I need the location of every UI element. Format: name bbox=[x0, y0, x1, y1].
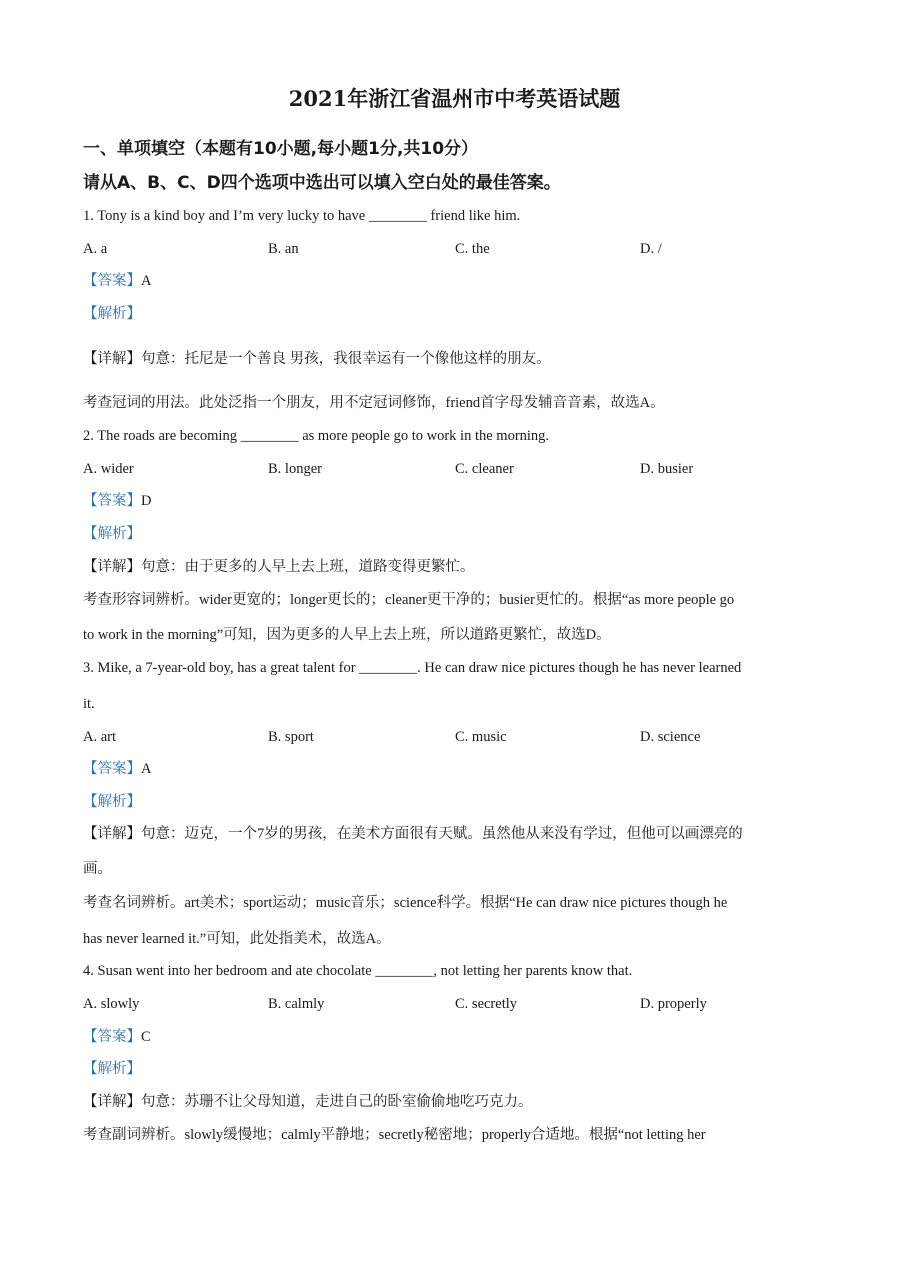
answer-label: 【答案】 bbox=[83, 761, 141, 777]
question-2-option-c: C. cleaner bbox=[455, 461, 514, 477]
question-3-answer bbox=[83, 758, 151, 780]
question-4-detail-2: 考查副词辨析。slowly缓慢地；calmly平静地；secretly秘密地；properly合适地。根据“not letting her bbox=[83, 1127, 706, 1143]
question-1-stem: 1. Tony is a kind boy and I’m very lucky to have ________ friend like him. bbox=[83, 208, 521, 224]
question-4-option-c: C. secretly bbox=[455, 996, 518, 1012]
question-4-answer bbox=[83, 1026, 151, 1048]
question-2-detail-2: 考查形容词辨析。wider更宽的；longer更长的；cleaner更干净的；busier更忙的。根据“as more people go bbox=[83, 592, 735, 608]
question-2-detail-3: to work in the morning”可知，因为更多的人早上去上班，所以道路更繁忙，故选D。 bbox=[83, 627, 611, 643]
document-title: 2021年浙江省温州市中考英语试题 bbox=[288, 86, 621, 111]
question-2-detail-1: 【详解】句意：由于更多的人早上去上班，道路变得更繁忙。 bbox=[83, 559, 475, 575]
question-3-detail-4: has never learned it.”可知，此处指美术，故选A。 bbox=[83, 931, 391, 947]
question-4-option-a: A. slowly bbox=[83, 996, 140, 1012]
question-1-analysis-label: 【解析】 bbox=[83, 306, 141, 322]
answer-label: 【答案】 bbox=[83, 1029, 141, 1045]
question-3-stem-2: it. bbox=[83, 696, 95, 712]
question-2-stem: 2. The roads are becoming ________ as more people go to work in the morning. bbox=[83, 428, 550, 444]
question-3-option-c: C. music bbox=[455, 729, 507, 745]
question-3-option-b: B. sport bbox=[268, 729, 314, 745]
answer-value: A bbox=[141, 273, 152, 289]
question-4-stem: 4. Susan went into her bedroom and ate chocolate ________, not letting her parents know that. bbox=[83, 963, 633, 979]
answer-value: C bbox=[141, 1029, 151, 1045]
question-4-detail-1: 【详解】句意：苏珊不让父母知道，走进自己的卧室偷偷地吃巧克力。 bbox=[83, 1094, 533, 1110]
question-2-option-d: D. busier bbox=[640, 461, 694, 477]
question-1-option-a: A. a bbox=[83, 241, 108, 257]
question-1-detail-2: 考查冠词的用法。此处泛指一个朋友，用不定冠词修饰，friend首字母发辅音音素，故选A。 bbox=[83, 395, 665, 411]
question-3-option-d: D. science bbox=[640, 729, 701, 745]
question-1-answer bbox=[83, 270, 151, 292]
question-4-option-d: D. properly bbox=[640, 996, 707, 1012]
question-3-detail-2: 画。 bbox=[83, 861, 112, 877]
question-4-analysis-label: 【解析】 bbox=[83, 1061, 141, 1077]
question-2-option-b: B. longer bbox=[268, 461, 322, 477]
question-3-detail-1: 【详解】句意：迈克，一个7岁的男孩，在美术方面很有天赋。虽然他从来没有学过，但他可以画漂亮的 bbox=[83, 826, 743, 842]
question-1-option-c: C. the bbox=[455, 241, 490, 257]
question-1-detail-1: 【详解】句意：托尼是一个善良 男孩，我很幸运有一个像他这样的朋友。 bbox=[83, 351, 551, 367]
answer-label: 【答案】 bbox=[83, 493, 141, 509]
section-heading: 一、单项填空（本题有10小题,每小题1分,共10分） bbox=[83, 139, 479, 159]
question-1-option-b: B. an bbox=[268, 241, 299, 257]
answer-value: A bbox=[141, 761, 152, 777]
question-1-option-d: D. / bbox=[640, 241, 662, 257]
question-3-analysis-label: 【解析】 bbox=[83, 794, 141, 810]
question-2-option-a: A. wider bbox=[83, 461, 134, 477]
question-4-option-b: B. calmly bbox=[268, 996, 325, 1012]
answer-value: D bbox=[141, 493, 152, 509]
question-2-answer bbox=[83, 490, 151, 512]
answer-label: 【答案】 bbox=[83, 273, 141, 289]
question-3-option-a: A. art bbox=[83, 729, 117, 745]
question-2-analysis-label: 【解析】 bbox=[83, 526, 141, 542]
question-3-detail-3: 考查名词辨析。art美术；sport运动；music音乐；science科学。根据“He can draw nice pictures though he bbox=[83, 895, 728, 911]
question-3-stem-1: 3. Mike, a 7-year-old boy, has a great talent for ________. He can draw nice pictures though he has never learned bbox=[83, 660, 742, 676]
section-instruction: 请从A、B、C、D四个选项中选出可以填入空白处的最佳答案。 bbox=[83, 173, 561, 193]
